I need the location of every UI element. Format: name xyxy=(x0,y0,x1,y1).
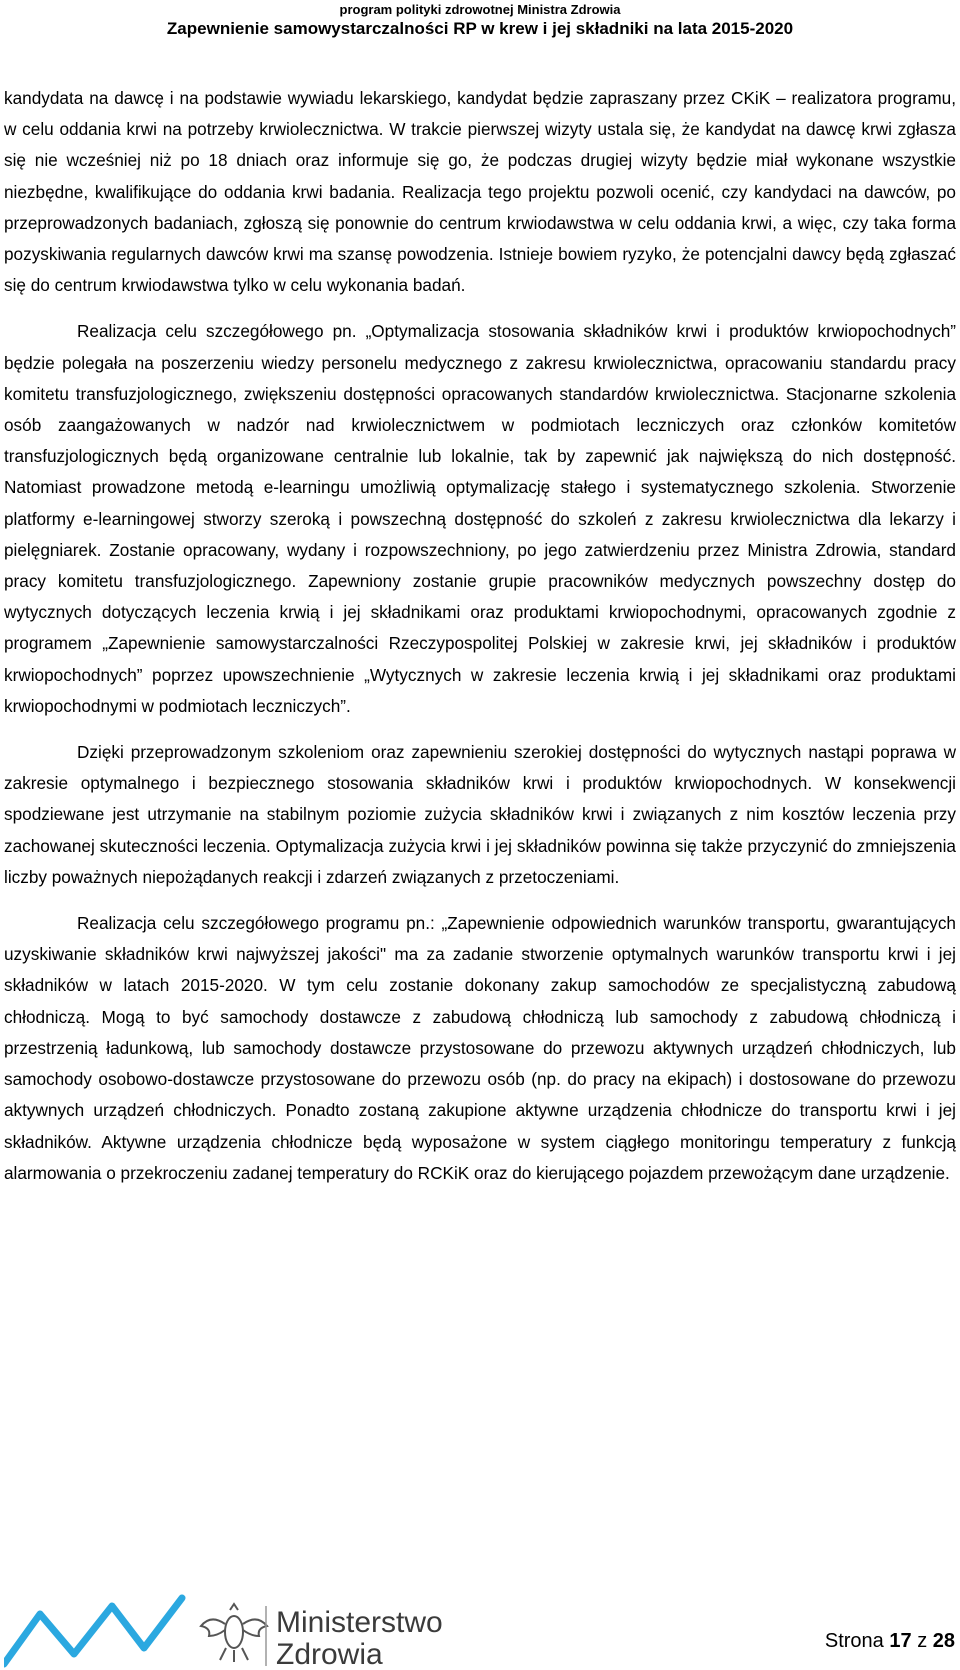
eagle-emblem-icon xyxy=(201,1604,267,1662)
page-number-current: 17 xyxy=(889,1630,912,1652)
logo-text-line1: Ministerstwo xyxy=(276,1606,443,1639)
logo-text-line2: Zdrowia xyxy=(276,1638,383,1668)
logo-wave-mark xyxy=(4,1598,182,1664)
paragraph-4: Realizacja celu szczegółowego programu pn.: „Zapewnienie odpowiednich warunków transportu, gwarantujących uzyskiwanie składników krwi najwyższej jakości" ma za zadanie stworzenie optymalnych warunków transportu krwi i jej składników w latach 2015-2020. W tym celu zostanie dokonany zakup samochodów ze specjalistyczną zabudową chłodniczą. Mogą to być samochody dostawcze z zabudową chłodniczą lub samochody z zabudową chłodniczą i przestrzenią ładunkową, lub samochody dostawcze przystosowane do przewozu aktywnych urządzeń chłodniczych, lub samochody osobowo-dostawcze przystosowane do przewozu osób (np. do pracy na ekipach) i dostosowane do przewozu aktywnych urządzeń chłodniczych. Ponadto zostaną zakupione aktywne urządzenia chłodnicze do transportu krwi i jej składników. Aktywne urządzenia chłodnicze będą wyposażone w system ciągłego monitoringu temperatury z funkcją alarmowania o przekroczeniu zadanej temperatury do RCKiK oraz do kierującego pojazdem przewożącym dane urządzenie. xyxy=(4,913,956,1183)
paragraph-3: Dzięki przeprowadzonym szkoleniom oraz zapewnieniu szerokiej dostępności do wytycznych nastąpi poprawa w zakresie optymalnego i bezpiecznego stosowania składników krwi i produktów krwiopochodnych. W konsekwencji spodziewane jest utrzymanie na stabilnym poziomie zużycia składników krwi i związanych z nim kosztów leczenia przy zachowanej skuteczności leczenia. Optymalizacja zużycia krwi i jej składników powinna się także przyczynić do zmniejszenia liczby poważnych niepożądanych reakcji i zdarzeń związanych z przetoczeniami. xyxy=(4,742,956,887)
page-number xyxy=(825,1629,955,1653)
document-body xyxy=(4,83,956,1204)
page-number-separator: z xyxy=(917,1630,928,1652)
page-header xyxy=(0,2,960,40)
ministry-of-health-logo xyxy=(4,1590,504,1668)
page-footer xyxy=(0,1590,960,1668)
header-program-line: program polityki zdrowotnej Ministra Zdrowia xyxy=(339,2,621,17)
header-title: Zapewnienie samowystarczalności RP w krew i jej składniki na lata 2015-2020 xyxy=(166,19,794,38)
paragraph-2: Realizacja celu szczegółowego pn. „Optymalizacja stosowania składników krwi i produktów krwiopochodnych” będzie polegała na poszerzeniu wiedzy personelu medycznego z zakresu krwiolecznictwa, opracowaniu standardu pracy komitetu transfuzjologicznego, zwiększeniu dostępności opracowanych standardów krwiolecznictwa. Stacjonarne szkolenia osób zaangażowanych w nadzór nad krwiolecznictwem w podmiotach leczniczych oraz członków komitetów transfuzjologicznych będą organizowane centralnie lub lokalnie, tak by zapewnić jak największą do nich dostępność. Natomiast prowadzone metodą e-learningu umożliwią optymalizację stałego i systematycznego szkolenia. Stworzenie platformy e-learningowej stworzy szeroką i powszechną dostępność do szkoleń z zakresu krwiolecznictwa dla lekarzy i pielęgniarek. Zostanie opracowany, wydany i rozpowszechniony, po jego zatwierdzeniu przez Ministra Zdrowia, standard pracy komitetu transfuzjologicznego. Zapewniony zostanie grupie pracowników medycznych powszechny dostęp do wytycznych dotyczących leczenia krwią i jej składnikami oraz produktami krwiopochodnymi, opracowanych zgodnie z programem „Zapewnienie samowystarczalności Rzeczypospolitej Polskiej w zakresie krwi, jej składników i produktów krwiopochodnych” poprzez upowszechnienie „Wytycznych w zakresie leczenia krwią i jej składnikami oraz produktami krwiopochodnymi w podmiotach leczniczych”. xyxy=(4,321,956,716)
page-number-prefix: Strona xyxy=(824,1630,884,1652)
paragraph-1: kandydata na dawcę i na podstawie wywiadu lekarskiego, kandydat będzie zapraszany przez CKiK – realizatora programu, w celu oddania krwi na potrzeby krwiolecznictwa. W trakcie pierwszej wizyty ustala się, że kandydat na dawcę krwi zgłasza się nie wcześniej niż po 18 dniach oraz informuje się go, że podczas drugiej wizyty będzie miał wykonane wszystkie niezbędne, kwalifikujące do oddania krwi badania. Realizacja tego projektu pozwoli ocenić, czy kandydaci na dawców, po przeprowadzonych badaniach, zgłoszą się ponownie do centrum krwiodawstwa w celu oddania krwi, a więc, czy taka forma pozyskiwania regularnych dawców krwi ma szansę powodzenia. Istnieje bowiem ryzyko, że potencjalni dawcy będą zgłaszać się do centrum krwiodawstwa tylko w celu wykonania badań. xyxy=(4,88,956,296)
page-number-total: 28 xyxy=(932,1630,955,1652)
